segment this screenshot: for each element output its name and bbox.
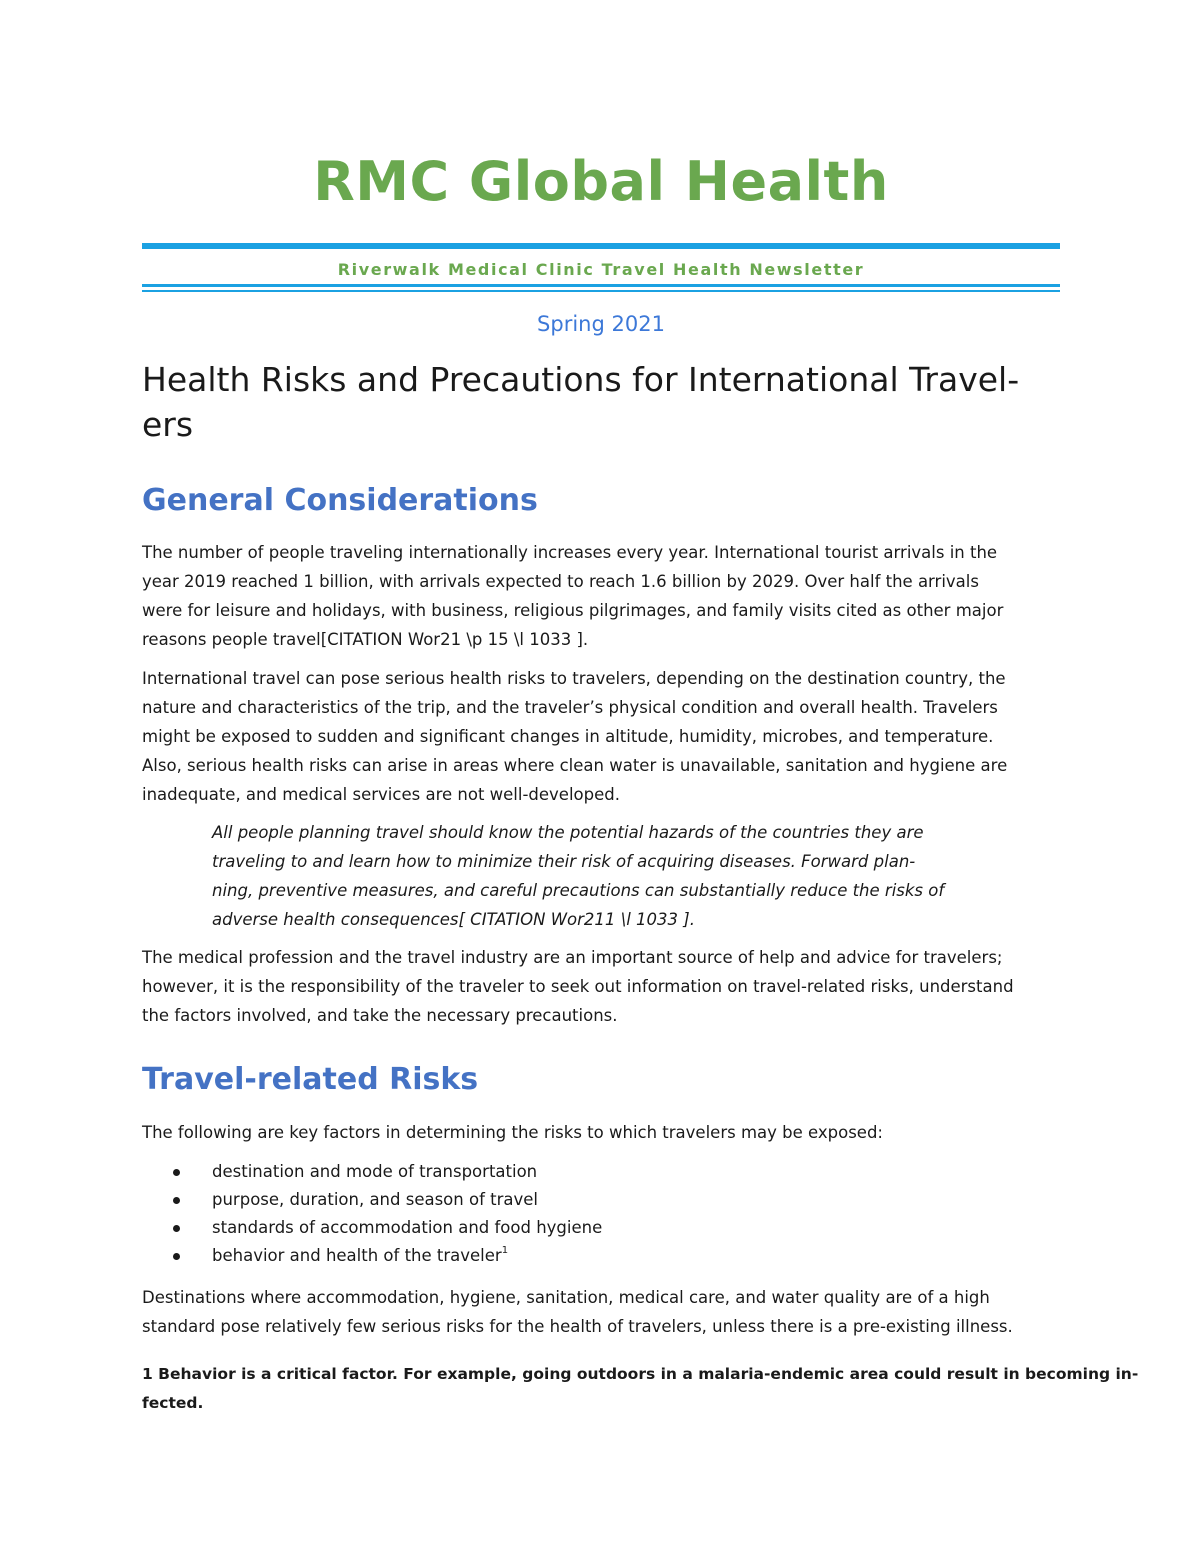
text-line: The medical profession and the travel industry are an important source of help and advice for travelers; [142,948,1003,967]
list-item [142,1158,602,1186]
text-line: might be exposed to sudden and significant changes in altitude, humidity, microbes, and temperature. [142,727,994,746]
list-item-text: purpose, duration, and season of travel [212,1190,538,1209]
text-line: however, it is the responsibility of the traveler to seek out information on travel-related risks, understand [142,977,1014,996]
text-line: Destinations where accommodation, hygiene, sanitation, medical care, and water quality are of a high [142,1288,990,1307]
quote-line: traveling to and learn how to minimize their risk of acquiring diseases. Forward plan- [212,852,916,871]
list-item [142,1186,602,1214]
list-item [142,1242,602,1270]
text-line: standard pose relatively few serious risks for the health of travelers, unless there is a pre-existing illness. [142,1317,1013,1336]
quote-line: ning, preventive measures, and careful precautions can substantially reduce the risks of [212,881,945,900]
paragraph-general-1 [142,538,1062,654]
footnote-reference[interactable]: 1 [501,1245,509,1256]
masthead-rule-bottom-1 [142,284,1060,287]
text-line: The number of people traveling internationally increases every year. International tourist arrivals in the [142,543,998,562]
risk-factor-list [142,1158,602,1270]
text-line: year 2019 reached 1 billion, with arrivals expected to reach 1.6 billion by 2029. Over half the arrivals [142,572,979,591]
footnote [142,1360,1139,1418]
masthead-rule-top [142,243,1060,249]
quote-line: adverse health consequences[ CITATION Wor211 \l 1033 ]. [212,910,695,929]
text-line: the factors involved, and take the necessary precautions. [142,1006,618,1025]
text-line: The following are key factors in determining the risks to which travelers may be exposed: [142,1123,883,1142]
text-line: International travel can pose serious health risks to travelers, depending on the destination country, the [142,669,1006,688]
footnote-line: 1 Behavior is a critical factor. For example, going outdoors in a malaria-endemic area could result in becoming in- [142,1365,1139,1383]
text-line: inadequate, and medical services are not well-developed. [142,785,620,804]
masthead-rule-bottom-2 [142,290,1060,292]
issue-date: Spring 2021 [537,312,665,336]
article-title-line: Health Risks and Precautions for International Travel- [142,360,1020,399]
paragraph-general-2 [142,664,1062,809]
text-line: were for leisure and holidays, with business, religious pilgrimages, and family visits cited as other major [142,601,1004,620]
list-item-text: destination and mode of transportation [212,1162,538,1181]
footnote-line: fected. [142,1394,204,1412]
bullet-icon [173,1225,180,1232]
list-item [142,1214,602,1242]
article-title [142,357,1060,447]
paragraph-risks-destinations [142,1283,1062,1341]
quote-line: All people planning travel should know the potential hazards of the countries they are [212,823,924,842]
paragraph-general-3 [142,943,1062,1030]
list-item-text: standards of accommodation and food hygiene [212,1218,603,1237]
text-line: reasons people travel[CITATION Wor21 \p 15 \l 1033 ]. [142,630,589,649]
text-line: nature and characteristics of the trip, and the traveler’s physical condition and overall health. Travelers [142,698,998,717]
article-title-line: ers [142,405,194,444]
newsletter-title: RMC Global Health [313,150,889,213]
bullet-icon [173,1169,180,1176]
list-item-text: behavior and health of the traveler [212,1246,502,1265]
heading-travel-related-risks: Travel-related Risks [142,1062,479,1097]
text-line: Also, serious health risks can arise in areas where clean water is unavailable, sanitation and hygiene are [142,756,1008,775]
newsletter-subtitle: Riverwalk Medical Clinic Travel Health Newsletter [337,260,865,279]
heading-general-considerations: General Considerations [142,483,538,518]
bullet-icon [173,1197,180,1204]
paragraph-risks-intro [142,1118,1062,1147]
bullet-icon [173,1253,180,1260]
block-quote [212,818,1032,934]
